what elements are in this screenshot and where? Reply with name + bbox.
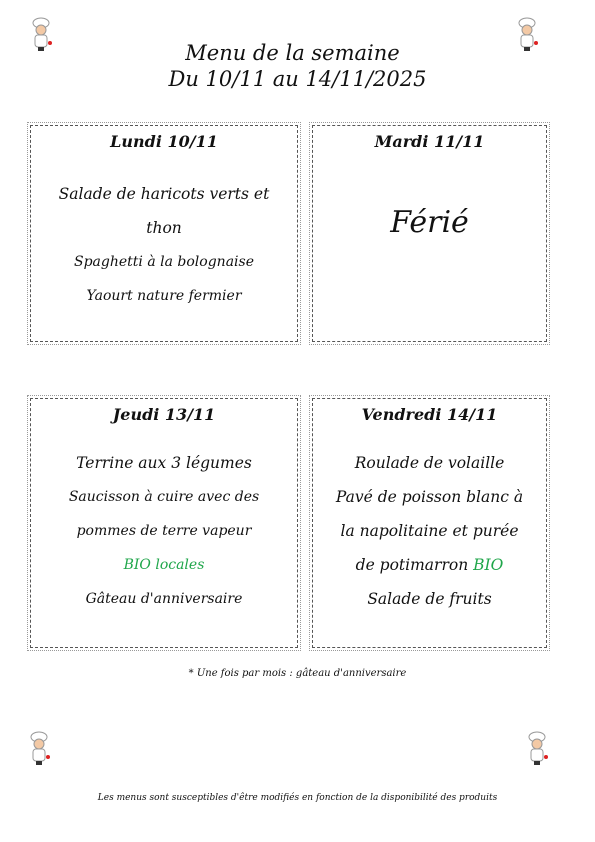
bio-badge: BIO locales (123, 557, 205, 573)
day-label-friday: Vendredi 14/11 (361, 405, 498, 424)
day-box-tuesday (312, 125, 547, 342)
menu-item: la napolitaine et purée (340, 522, 519, 540)
menu-item: thon (146, 219, 182, 237)
menu-item: pommes de terre vapeur (76, 523, 252, 539)
menu-item: Yaourt nature fermier (86, 288, 242, 304)
bio-badge: BIO (473, 556, 504, 574)
menu-item (313, 548, 546, 582)
day-box-friday (312, 398, 547, 648)
menu-item: Salade de fruits (367, 590, 492, 608)
day-box-monday (30, 125, 298, 342)
title-line-2: Du 10/11 au 14/11/2025 (168, 67, 427, 91)
menu-item: Saucisson à cuire avec des (68, 489, 260, 505)
menu-items-friday (313, 446, 546, 616)
day-box-thursday (30, 398, 298, 648)
menu-item: Pavé de poisson blanc à (335, 488, 524, 506)
menu-item-text: de potimarron (355, 556, 474, 574)
title-line-1: Menu de la semaine (185, 41, 400, 65)
page-title (0, 40, 595, 92)
day-label-monday: Lundi 10/11 (110, 132, 218, 151)
menu-item: Salade de haricots verts et (58, 185, 270, 203)
menu-item: Spaghetti à la bolognaise (74, 254, 254, 270)
chef-icon (24, 730, 54, 766)
menu-items-thursday (31, 446, 297, 616)
menu-item: Gâteau d'anniversaire (85, 591, 243, 607)
menu-items-monday (31, 177, 297, 313)
day-label-thursday: Jeudi 13/11 (112, 405, 216, 424)
menu-item: Roulade de volaille (354, 454, 505, 472)
holiday-label: Férié (390, 205, 469, 240)
birthday-note: * Une fois par mois : gâteau d'anniversaire (188, 668, 407, 679)
day-label-tuesday: Mardi 11/11 (374, 132, 485, 151)
menu-item: Terrine aux 3 légumes (76, 454, 252, 472)
chef-icon (522, 730, 552, 766)
footer-disclaimer: Les menus sont susceptibles d'être modifiés en fonction de la disponibilité des produits (97, 793, 498, 803)
